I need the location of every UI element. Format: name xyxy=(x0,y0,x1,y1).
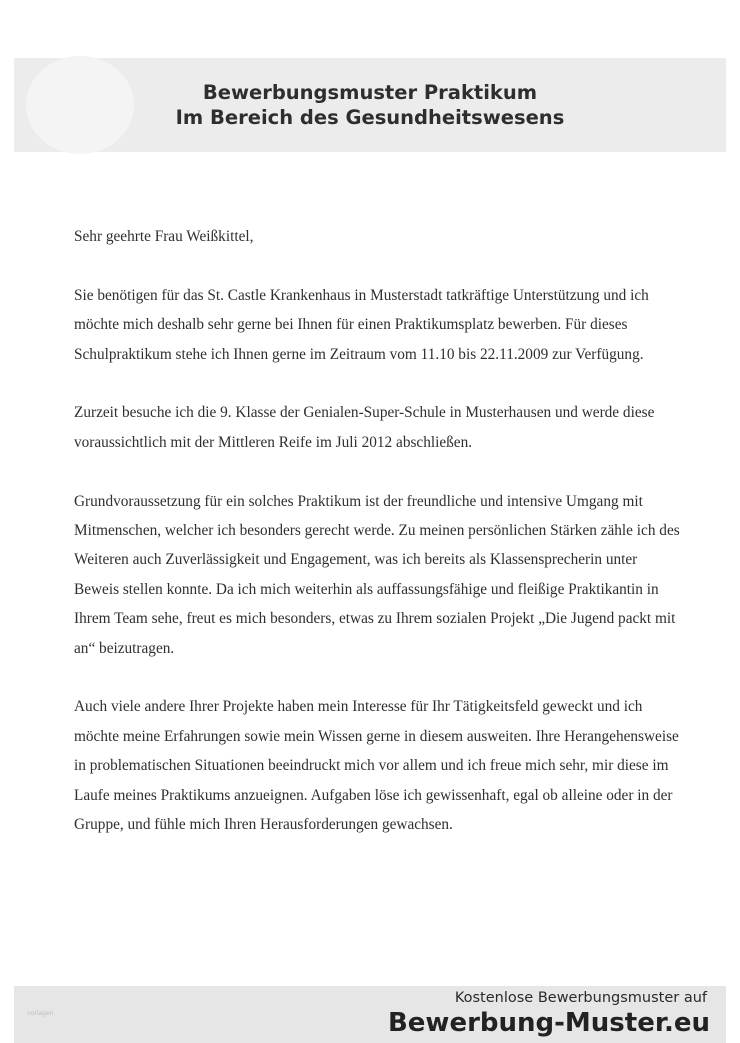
title-line-2: Im Bereich des Gesundheitswesens xyxy=(175,106,565,129)
paragraph-1: Sie benötigen für das St. Castle Krankenhaus in Musterstadt tatkräftige Unterstützung und ich möchte mich deshalb sehr gerne bei Ihnen für einen Praktikumsplatz bewerben. Für dieses Schulpraktikum stehe ich Ihnen gerne im Zeitraum vom 11.10 bis 22.11.2009 zur Verfügung. xyxy=(74,286,649,363)
title-line-1: Bewerbungsmuster Praktikum xyxy=(202,81,538,104)
paragraph-4: Auch viele andere Ihrer Projekte haben mein Interesse für Ihr Tätigkeitsfeld geweckt und ich möchte meine Erfahrungen sowie mein Wissen gerne in diesem ausweiten. Ihre Herangehensweise in problematischen Situationen beeindruckt mich vor allem und ich freue mich sehr, mir diese im Laufe meines Praktikums anzueignen. Aufgaben löse ich gewissenhaft, egal ob alleine oder in der Gruppe, und fühle mich Ihren Herausforderungen gewachsen. xyxy=(74,698,679,834)
letter-body xyxy=(74,222,684,869)
footer-tagline: Kostenlose Bewerbungsmuster auf xyxy=(454,990,707,1006)
footer-site-name: Bewerbung-Muster.eu xyxy=(387,1008,710,1038)
paragraph-3: Grundvoraussetzung für ein solches Praktikum ist der freundliche und intensive Umgang mit Mitmenschen, welcher ich besonders gerecht werde. Zu meinen persönlichen Stärken zähle ich des Weiteren auch Zuverlässigkeit und Engagement, was ich bereits als Klassensprecherin unter Beweis stellen konnte. Da ich mich weiterhin als auffassungsfähige und fleißige Praktikantin in Ihrem Team sehe, freut es mich besonders, etwas zu Ihrem sozialen Projekt „Die Jugend packt mit an“ beizutragen. xyxy=(74,492,680,657)
paragraph-2: Zurzeit besuche ich die 9. Klasse der Genialen-Super-Schule in Musterhausen und werde diese voraussichtlich mit der Mittleren Reife im Juli 2012 abschließen. xyxy=(74,404,655,451)
watermark-text: vorlagen xyxy=(27,1010,54,1017)
salutation: Sehr geehrte Frau Weißkittel, xyxy=(74,228,254,245)
document-title xyxy=(0,80,740,130)
